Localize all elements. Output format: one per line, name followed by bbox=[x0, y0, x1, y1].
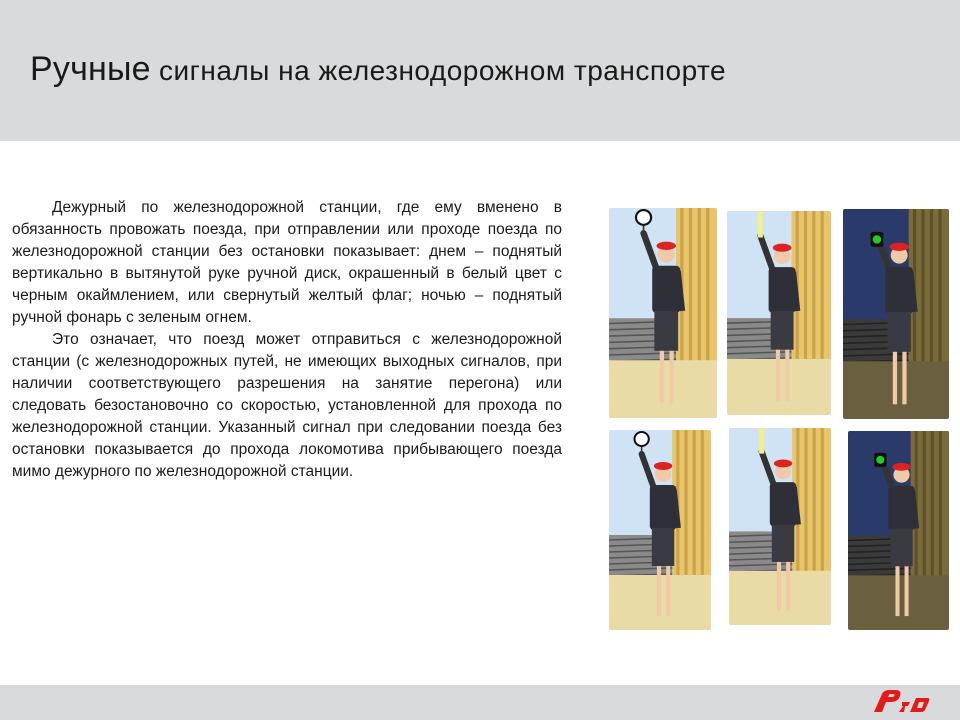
illustration-disc-signal bbox=[609, 430, 711, 630]
red-cap bbox=[890, 243, 909, 251]
body-text bbox=[12, 197, 562, 483]
red-cap bbox=[892, 463, 910, 471]
red-cap bbox=[654, 462, 672, 470]
illustration-lantern-signal bbox=[848, 431, 949, 630]
slide-header bbox=[0, 0, 960, 141]
leg bbox=[777, 562, 781, 611]
green-light-icon bbox=[873, 235, 881, 243]
leg bbox=[660, 351, 664, 404]
leg bbox=[657, 566, 661, 616]
building-plank bbox=[821, 428, 824, 576]
building-plank bbox=[804, 428, 807, 576]
skirt bbox=[772, 525, 794, 562]
white-disc-icon bbox=[635, 432, 649, 446]
title-lead: Ручные bbox=[30, 50, 151, 88]
building-plank bbox=[698, 208, 701, 366]
white-disc-icon bbox=[636, 210, 651, 225]
illustration-disc-signal bbox=[609, 208, 717, 418]
building-plank bbox=[939, 431, 942, 580]
leg bbox=[895, 566, 899, 616]
yellow-flag-icon bbox=[758, 211, 763, 238]
building-plank bbox=[812, 211, 815, 364]
red-cap bbox=[773, 244, 792, 252]
slide-title bbox=[30, 50, 726, 89]
rzd-logo bbox=[872, 688, 930, 714]
illustration-lantern-signal bbox=[843, 209, 949, 419]
building-plank bbox=[706, 208, 709, 366]
slide-footer bbox=[0, 685, 960, 720]
leg bbox=[776, 350, 780, 401]
scene bbox=[609, 430, 711, 630]
building-plank bbox=[693, 430, 696, 580]
scene bbox=[848, 431, 949, 630]
building-plank bbox=[921, 209, 924, 367]
building-plank bbox=[923, 431, 926, 580]
leg bbox=[785, 350, 789, 401]
building-plank bbox=[701, 430, 704, 580]
yellow-flag-icon bbox=[759, 428, 764, 454]
paragraph-2: Это означает, что поезд может отправиться с железнодорожной станции (с железнодорожных путей, не имеющих выходных сигналов, при наличии соответствующего разрешения на занятие перегона) или следовать безостановочно со скоростью, установленной для прохода по железнодорожной станции. Указанный сигнал при следовании поезда без остановки показывается до прохода локомотива прибывающего поезда мимо дежурного по железнодорожной станции. bbox=[12, 331, 562, 480]
leg bbox=[666, 566, 670, 616]
scene bbox=[609, 208, 717, 418]
title-rest: сигналы на железнодорожном транспорте bbox=[150, 55, 727, 86]
paragraph-1: Дежурный по железнодорожной станции, где ему вменено в обязанность провожать поезда, при отправлении или проходе поезда по железнодорожной станции без остановки показывает: днем – поднятый вертикально в вытянутой руке ручной диск, окрашенный в белый цвет с черным окаймлением, или свернутый желтый флаг; ночью – поднятый ручной фонарь с зеленым огнем. bbox=[12, 199, 562, 326]
illustration-flag-signal bbox=[729, 428, 831, 625]
red-cap bbox=[774, 460, 792, 468]
building-plank bbox=[930, 209, 933, 367]
building-plank bbox=[931, 431, 934, 580]
green-light-icon bbox=[876, 456, 884, 464]
building-plank bbox=[821, 211, 824, 364]
scene bbox=[727, 211, 831, 415]
skirt bbox=[890, 529, 912, 567]
skirt bbox=[888, 312, 911, 352]
scene bbox=[843, 209, 949, 419]
skirt bbox=[654, 311, 678, 351]
building-plank bbox=[684, 430, 687, 580]
skirt bbox=[771, 311, 794, 350]
building-plank bbox=[813, 428, 816, 576]
skirt bbox=[652, 528, 674, 566]
leg bbox=[902, 352, 906, 405]
illustration-flag-signal bbox=[727, 211, 831, 415]
scene bbox=[729, 428, 831, 625]
leg bbox=[905, 566, 909, 616]
building-plank bbox=[804, 211, 807, 364]
leg bbox=[893, 352, 897, 405]
red-cap bbox=[657, 242, 676, 250]
leg bbox=[786, 562, 790, 611]
leg bbox=[669, 351, 673, 404]
building-plank bbox=[938, 209, 941, 367]
building-plank bbox=[689, 208, 692, 366]
